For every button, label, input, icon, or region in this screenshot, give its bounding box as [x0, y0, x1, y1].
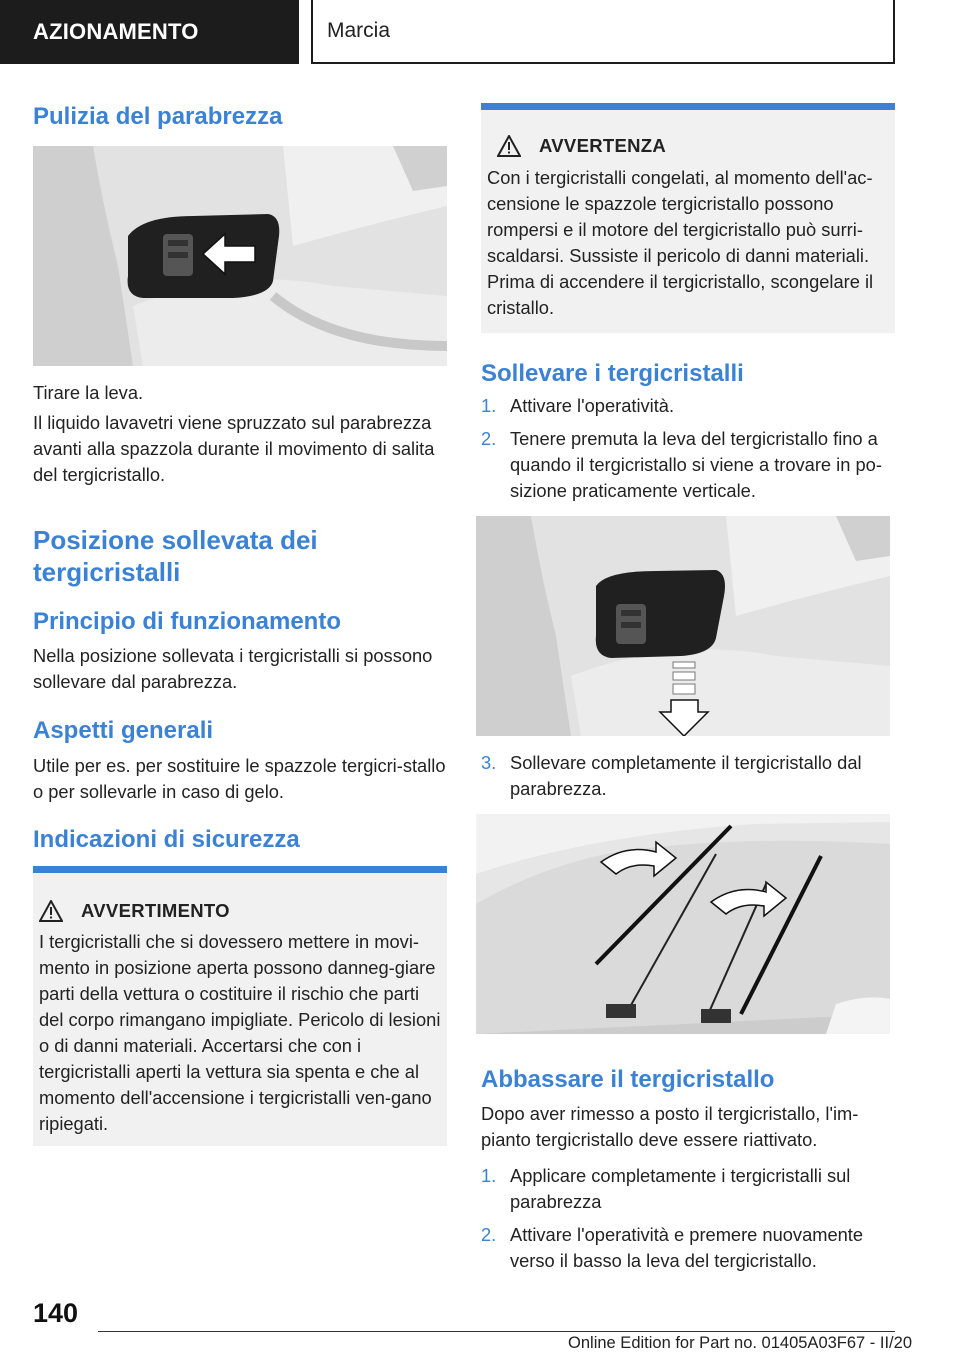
warning-text: Con i tergicristalli congelati, al momento dell'ac-censione le spazzole tergicristallo possono rompersi e il motore del tergicristallo può surri-scaldarsi. Sussiste il pericolo di danni materiali. Prima di accendere il tergicristallo, scongelare il cristallo. — [487, 167, 874, 318]
lower-steps-list — [481, 1163, 895, 1281]
warning-box-left — [33, 866, 447, 1146]
raise-step3-list — [481, 750, 895, 809]
paragraph-general: Utile per es. per sostituire le spazzole tergicri-stallo o per sollevarle in caso di gelo. — [33, 755, 446, 802]
list-item: 3. Sollevare completamente il tergicristallo dal parabrezza. — [481, 752, 862, 799]
heading-lower: Abbassare il tergicristallo — [481, 1066, 775, 1093]
chapter-title: Marcia — [311, 0, 895, 64]
list-item: 2. Attivare l'operatività e premere nuovamente verso il basso la leva del tergicristallo. — [481, 1224, 864, 1271]
warning-header — [497, 135, 666, 157]
heading-principle: Principio di funzionamento — [33, 608, 341, 635]
warning-box-right — [481, 103, 895, 333]
paragraph-liquid: Il liquido lavavetri viene spruzzato sul parabrezza avanti alla spazzola durante il movimento di salita del tergicristallo. — [33, 412, 435, 485]
warning-text: I tergicristalli che si dovessero mettere in movi-mento in posizione aperta possono danneg-giare parti della vettura o costituire il rischio che parti del corpo rimangano impigliate. Pericolo di lesioni o di danni materiali. Accertarsi che con i tergicristalli aperti la vettura sia spenta e che al momento dell'accensione i tergicristalli ven-gano ripiegati. — [39, 931, 441, 1134]
list-item: 1. Applicare completamente i tergicristalli sul parabrezza — [481, 1165, 851, 1212]
wipers-raised-image — [476, 814, 890, 1034]
list-item: 1. Attivare l'operatività. — [481, 395, 675, 416]
footer-divider — [98, 1331, 895, 1332]
warning-header — [39, 900, 230, 922]
warning-title: AVVERTIMENTO — [81, 900, 230, 921]
warning-title: AVVERTENZA — [539, 135, 667, 156]
raise-steps-list — [481, 393, 895, 511]
heading-safety: Indicazioni di sicurezza — [33, 826, 300, 853]
heading-position: Posizione sollevata dei tergicristalli — [33, 525, 318, 587]
lever-pull-image — [33, 146, 447, 366]
heading-cleaning: Pulizia del parabrezza — [33, 103, 283, 130]
section-tab: AZIONAMENTO — [0, 0, 299, 64]
list-item: 2. Tenere premuta la leva del tergicristallo fino a quando il tergicristallo si viene a trovare in po-sizione praticamente verticale. — [481, 428, 882, 501]
paragraph-pull: Tirare la leva. — [33, 382, 144, 403]
heading-raise: Sollevare i tergicristalli — [481, 360, 744, 387]
footer-edition: Online Edition for Part no. 01405A03F67 - II/20 — [568, 1334, 912, 1352]
paragraph-lower: Dopo aver rimesso a posto il tergicristallo, l'im-pianto tergicristallo deve essere riattivato. — [481, 1103, 859, 1150]
page-number: 140 — [33, 1298, 79, 1328]
lever-push-image — [476, 516, 890, 736]
paragraph-principle: Nella posizione sollevata i tergicristalli si possono sollevare dal parabrezza. — [33, 645, 433, 692]
heading-general: Aspetti generali — [33, 717, 214, 744]
warning-triangle-icon — [39, 900, 63, 922]
warning-triangle-icon — [497, 135, 521, 157]
